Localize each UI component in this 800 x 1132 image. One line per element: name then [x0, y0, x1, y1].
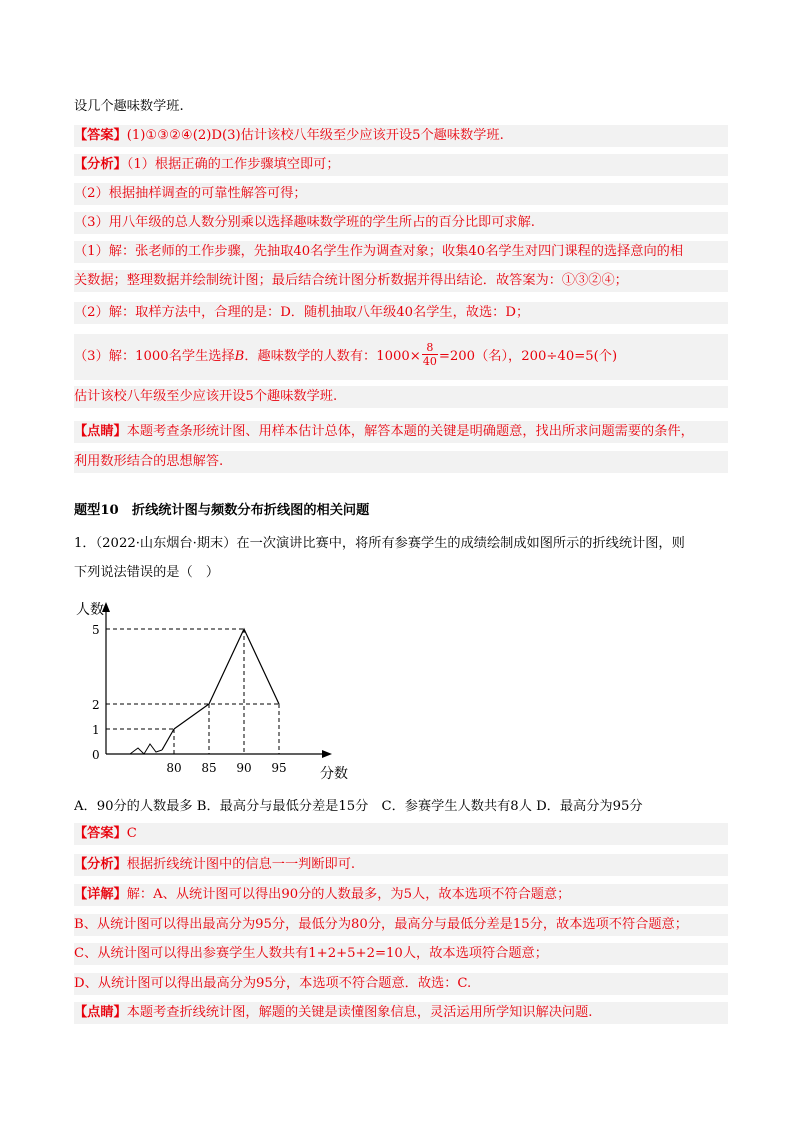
- analysis-line: （2）根据抽样调查的可靠性解答可得；: [74, 183, 728, 205]
- detail-line: 【详解】解：A、从统计图可以得出90分的人数最多，为5人，故本选项不符合题意；: [74, 884, 728, 906]
- x-tick-label: 85: [201, 761, 217, 775]
- x-tick-label: 95: [271, 761, 287, 775]
- y-tick-label: 2: [92, 698, 100, 712]
- answer-options: A．90分的人数最多 B．最高分与最低分差是15分 C．参赛学生人数共有8人 D．最高分为95分: [74, 799, 643, 814]
- analysis-line: 【分析】根据折线统计图中的信息一一判断即可.: [74, 854, 728, 876]
- solution-line: 估计该校八年级至少应该开设5个趣味数学班.: [74, 386, 728, 408]
- text-line: 设几个趣味数学班.: [74, 99, 184, 114]
- solution-line: 关数据；整理数据并绘制统计图；最后结合统计图分析数据并得出结论．故答案为：①③②④；: [74, 270, 728, 292]
- x-tick-label: 80: [166, 761, 182, 775]
- answer-line: 【答案】(1)①③②④(2)D(3)估计该校八年级至少应该开设5个趣味数学班.: [74, 125, 728, 147]
- solution-line: （3）解：1000名学生选择B．趣味数学的人数有：1000× $\frac{8}{40}$ =200（名），200÷40=5(个): [74, 334, 728, 380]
- solution-line: （2）解：取样方法中，合理的是：D．随机抽取八年级40名学生，故选：D；: [74, 302, 728, 324]
- y-tick-label: 1: [92, 723, 100, 737]
- axis-break: [130, 744, 162, 754]
- y-axis-label: 人数: [76, 602, 104, 618]
- question-text: 1．（2022·山东烟台·期末）在一次演讲比赛中，将所有参赛学生的成绩绘制成如图所示的折线统计图，则: [74, 536, 685, 551]
- comment-line: 利用数形结合的思想解答.: [74, 451, 728, 473]
- detail-line: D、从统计图可以得出最高分为95分，本选项不符合题意．故选：C.: [74, 973, 728, 995]
- section-heading: 题型10 折线统计图与频数分布折线图的相关问题: [74, 503, 370, 518]
- x-axis-arrow: [322, 750, 332, 758]
- detail-line: C、从统计图可以得出参赛学生人数共有1+2+5+2=10人，故本选项符合题意；: [74, 943, 728, 965]
- series-connector: [162, 729, 174, 750]
- line-chart: [74, 596, 364, 786]
- series-line: [174, 629, 279, 729]
- question-text: 下列说法错误的是（ ）: [74, 565, 220, 580]
- x-axis-label: 分数: [320, 766, 348, 782]
- detail-line: B、从统计图可以得出最高分为95分，最低分为80分，最高分与最低分差是15分，故本选项不符合题意；: [74, 914, 728, 936]
- analysis-line: （3）用八年级的总人数分别乘以选择趣味数学班的学生所占的百分比即可求解.: [74, 212, 728, 234]
- analysis-line: 【分析】（1）根据正确的工作步骤填空即可；: [74, 154, 728, 176]
- comment-line: 【点睛】本题考查条形统计图、用样本估计总体，解答本题的关键是明确题意，找出所求问题需要的条件，: [74, 421, 728, 443]
- comment-line: 【点睛】本题考查折线统计图，解题的关键是读懂图象信息，灵活运用所学知识解决问题.: [74, 1002, 728, 1024]
- fraction: $\frac{8}{40}$: [422, 341, 437, 368]
- x-tick-label: 90: [236, 761, 252, 775]
- y-tick-label: 0: [92, 748, 100, 762]
- y-tick-label: 5: [92, 623, 100, 637]
- solution-line: （1）解：张老师的工作步骤，先抽取40名学生作为调查对象；收集40名学生对四门课程的选择意向的相: [74, 241, 728, 263]
- answer-line: 【答案】C: [74, 823, 728, 845]
